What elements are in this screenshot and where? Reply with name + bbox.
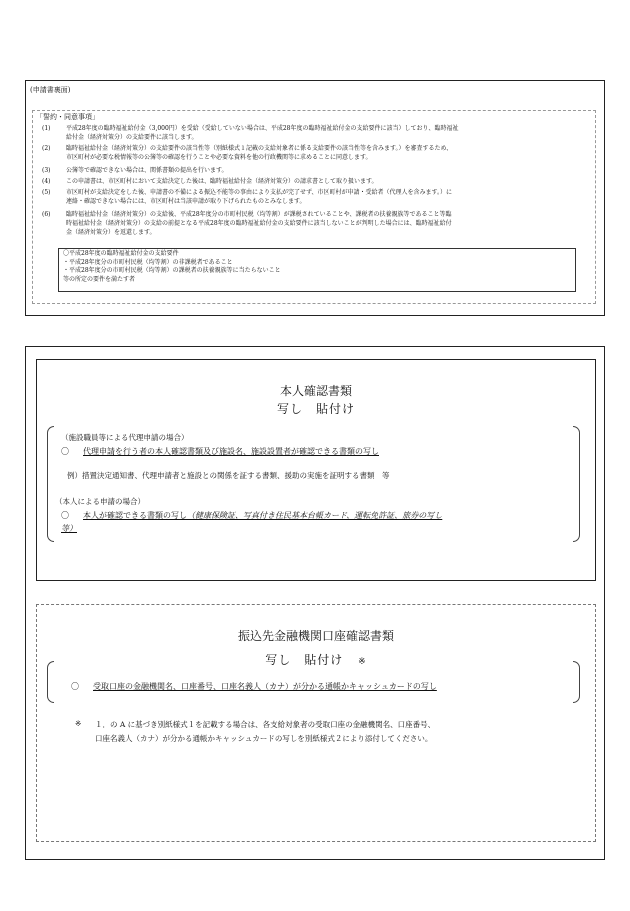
bank-docs-box xyxy=(36,604,596,842)
self-heading: （本人による申請の場合） xyxy=(55,497,145,506)
bank-bullet: 〇 xyxy=(71,682,79,691)
self-examples: （健康保険証、写真付き住民基本台帳カード、運転免許証、旅券の写し xyxy=(187,511,443,520)
requirement-line: 〇平成28年度の臨時福祉給付金の支給要件 xyxy=(63,250,179,257)
identity-docs-subtitle: 写し 貼付け xyxy=(276,402,355,416)
oath-terms: (1) 平成28年度の臨時福祉給付金（3,000円）を受給（受給していない場合は、平成28年度の臨時福祉給付金の支給要件に該当）しており、臨時福祉 給付金（経済対策分）の支給要件に該当します。 (2) 臨時福祉給付金（経済対策分）の支給要件の該当性等（別紙様式１記載の支給対象者に係る支給要件の該当性等を含みます。）を審査するため、 市区町村が必要な税情報等の公簿等の確認を行うことや必要な資料を他の行政機関等に求めることに同意します。 (3) 公簿等で確認できない場合は、関係書類の提出を行います。 (4) この申請書は、市区町村において支給決定した後は、臨時福祉給付金（経済対策分）の請求書として取り扱います。 (5) 市区町村が支給決定をした後、申請書の不備による振込不能等の事由により支払が完了せず、市区町村が申請・受給者（代理人を含みます。）に 連絡・確認できない場合には、市区町村は当該申請が取り下げられたものとみなします。 (6) 臨時福祉給付金（経済対策分）の支給後、平成28年度分の市町村民税（均等割）が課税されていることや、課税者の扶養親族等であること等臨 時福祉給付金（経済対策分）の支給の前提となる平成28年度の臨時福祉給付金の支給要件に該当しないことが判明した場合には、臨時福祉給付 金（経済対策分）を返還します。 xyxy=(42,125,459,236)
bank-note-line: 口座名義人（カナ）が分かる通帳かキャッシュカードの写しを別紙様式２により添付してください。 xyxy=(95,734,433,743)
self-item: 本人が確認できる書類の写し xyxy=(83,511,187,520)
self-item-line xyxy=(83,510,442,521)
requirement-line: 等の所定の要件を満たす者 xyxy=(63,275,136,283)
bank-docs-title: 振込先金融機関口座確認書類 xyxy=(237,629,394,643)
bank-item: 受取口座の金融機関名、口座番号、口座名義人（カナ）が分かる通帳かキャッシュカードの写し xyxy=(93,682,437,691)
right-bracket xyxy=(573,661,580,703)
oath-title: 「誓約・同意事項」 xyxy=(36,113,99,121)
requirements-box xyxy=(58,248,576,292)
proxy-example: 例）措置決定通知書、代理申請者と施設との関係を証する書類、援助の実施を証明する書類 等 xyxy=(67,471,390,480)
proxy-item: 代理申請を行う者の本人確認書類及び施設名、施設設置者が確認できる書類の写し xyxy=(83,447,379,456)
left-bracket xyxy=(47,426,54,542)
requirement-line: ・平成28年度分の市町村民税（均等割）の課税者の扶養親族等に当たらないこと xyxy=(63,267,281,274)
bank-docs-subtitle-line xyxy=(37,651,595,668)
left-bracket xyxy=(47,661,54,703)
identity-docs-box xyxy=(36,359,596,581)
bank-note-mark: ※ xyxy=(75,719,82,728)
right-bracket xyxy=(573,426,580,542)
bank-docs-subtitle: 写し 貼付け xyxy=(265,653,344,667)
identity-docs-title: 本人確認書類 xyxy=(279,384,352,398)
self-examples-end: 等） xyxy=(61,524,77,533)
proxy-heading: （施設職員等による代理申請の場合） xyxy=(61,433,189,442)
bank-docs-subtitle-mark: ※ xyxy=(358,657,367,667)
application-back-label: (申請書裏面) xyxy=(30,86,71,94)
proxy-bullet: 〇 xyxy=(61,447,69,456)
self-bullet: 〇 xyxy=(61,511,69,520)
requirement-line: ・平成28年度分の市町村民税（均等割）の非課税者であること xyxy=(63,258,233,266)
bank-note-line: １．の A に基づき別紙様式１を記載する場合は、各支給対象者の受取口座の金融機関名、口座番号、 xyxy=(95,720,436,729)
